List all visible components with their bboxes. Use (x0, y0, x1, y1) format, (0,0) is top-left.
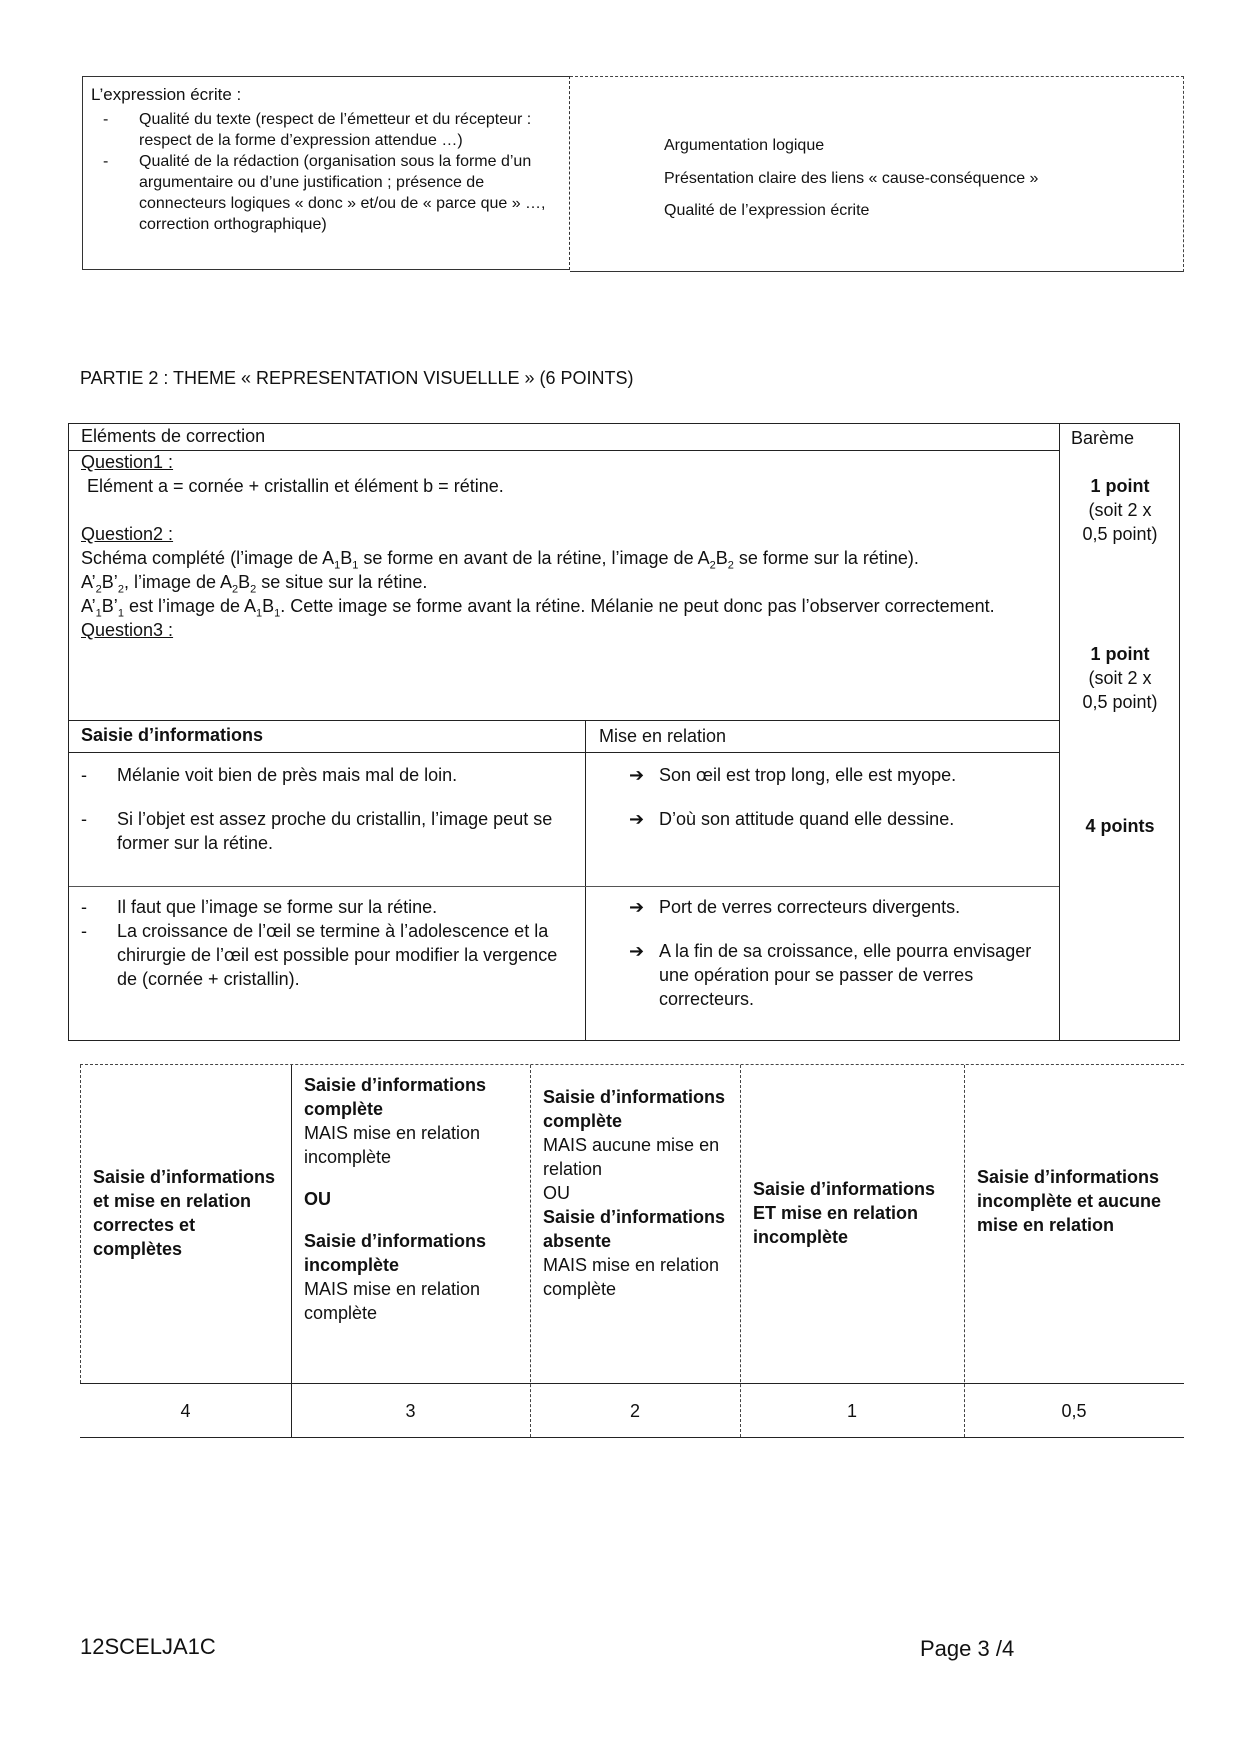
part2-title: PARTIE 2 : THEME « REPRESENTATION VISUELLLE » (6 POINTS) (80, 368, 634, 388)
relation-item: ➔ D’où son attitude quand elle dessine. (629, 809, 955, 829)
saisie-item: - Mélanie voit bien de près mais mal de loin. (69, 763, 569, 787)
grid-cell-4: Saisie d’informations ET mise en relation incomplète (740, 1065, 964, 1437)
grading-grid (80, 1064, 1184, 1438)
grid-cell-3: Saisie d’informations complète MAIS aucune mise en relation OU Saisie d’informations absente MAIS mise en relation complète (530, 1065, 740, 1437)
score-q1: 1 point (soit 2 x 0,5 point) (1082, 476, 1158, 544)
q2-label: Question2 : (81, 524, 174, 544)
col-saisie-header: Saisie d’informations (81, 725, 264, 745)
relation-item: ➔ Port de verres correcteurs divergents. (629, 897, 961, 917)
footer-page: Page 3 /4 (920, 1636, 1015, 1661)
score-1: 1 (846, 1401, 857, 1421)
score-q2: 1 point (soit 2 x 0,5 point) (1082, 644, 1158, 712)
grid-cell-2: Saisie d’informations complète MAIS mise en relation incomplète OU Saisie d’informations incomplète MAIS mise en relation complète (291, 1065, 530, 1437)
expression-right-cell (570, 76, 1184, 272)
expression-table (82, 76, 1185, 272)
relation-list-a (629, 763, 1049, 831)
score-4: 4 (180, 1401, 191, 1421)
score-3: 3 (405, 1401, 416, 1421)
relation-item: ➔ Son œil est trop long, elle est myope. (629, 765, 957, 785)
q2-line2: $A’_2B’_2$, l’image de $A_2B_2$ se situe sur la rétine. (81, 572, 428, 596)
saisie-item: - Il faut que l’image se forme sur la rétine. (69, 895, 569, 919)
grid-cell-5: Saisie d’informations incomplète et aucune mise en relation (964, 1065, 1184, 1437)
arrow-right-icon: ➔ (629, 765, 645, 785)
saisie-list-a (69, 763, 569, 855)
question-block (81, 450, 1053, 642)
subtable-header-divider (69, 752, 1059, 753)
q3-subtable (69, 720, 1059, 1041)
q1-label: Question1 : (81, 452, 174, 472)
expression-list (91, 109, 561, 235)
expression-heading: L’expression écrite : (91, 85, 242, 104)
header-bareme: Barème (1071, 428, 1135, 448)
col-relation-header: Mise en relation (599, 726, 727, 746)
q1-text: Elément a = cornée + cristallin et élément b = rétine. (87, 476, 504, 496)
criterion-logic: Argumentation logique (664, 137, 825, 154)
subtable-row-divider (69, 886, 1059, 887)
subtable-column-divider (585, 721, 586, 1041)
q2-line1: Schéma complété (l’image de $A_1B_1$ se forme en avant de la rétine, l’image de $A_2B_2$ se forme sur la rétine). (81, 548, 919, 572)
saisie-item: - Si l’objet est assez proche du cristallin, l’image peut se former sur la rétine. (69, 807, 569, 855)
expression-item: - Qualité de la rédaction (organisation sous la forme d’un argumentaire ou d’une justification ; présence de connecteurs logiques « donc » et/ou de « parce que » …, correction orthographique) (91, 151, 561, 235)
expression-left-cell (82, 76, 570, 270)
expression-item: - Qualité du texte (respect de l’émetteur et du récepteur : respect de la forme d’expression attendue …) (91, 109, 561, 151)
grid-scores-row (80, 1383, 1184, 1437)
score-q3: 4 points (1085, 816, 1155, 836)
q3-label: Question3 : (81, 620, 174, 640)
relation-item: ➔ A la fin de sa croissance, elle pourra envisager une opération pour se passer de verres correcteurs. (629, 941, 1032, 1009)
score-2: 2 (629, 1401, 640, 1421)
score-0-5: 0,5 (1061, 1401, 1087, 1421)
saisie-item: - La croissance de l’œil se termine à l’adolescence et la chirurgie de l’œil est possible pour modifier la vergence de (cornée + cristallin). (69, 919, 569, 991)
saisie-list-b (69, 895, 569, 991)
arrow-right-icon: ➔ (629, 941, 645, 961)
arrow-right-icon: ➔ (629, 809, 645, 829)
criterion-quality: Qualité de l’expression écrite (664, 202, 870, 219)
header-elements: Eléments de correction (81, 426, 266, 446)
criterion-cause: Présentation claire des liens « cause-conséquence » (664, 170, 1039, 187)
arrow-right-icon: ➔ (629, 897, 645, 917)
relation-list-b (629, 895, 1049, 1011)
footer-code: 12SCELJA1C (80, 1634, 216, 1659)
q2-line3: $A’_1B’_1$ est l’image de $A_1B_1$. Cette image se forme avant la rétine. Mélanie ne peut donc pas l’observer correctement. (81, 596, 995, 620)
correction-table (68, 423, 1180, 1041)
grid-cell-1: Saisie d’informations et mise en relation correctes et complètes (80, 1065, 291, 1383)
